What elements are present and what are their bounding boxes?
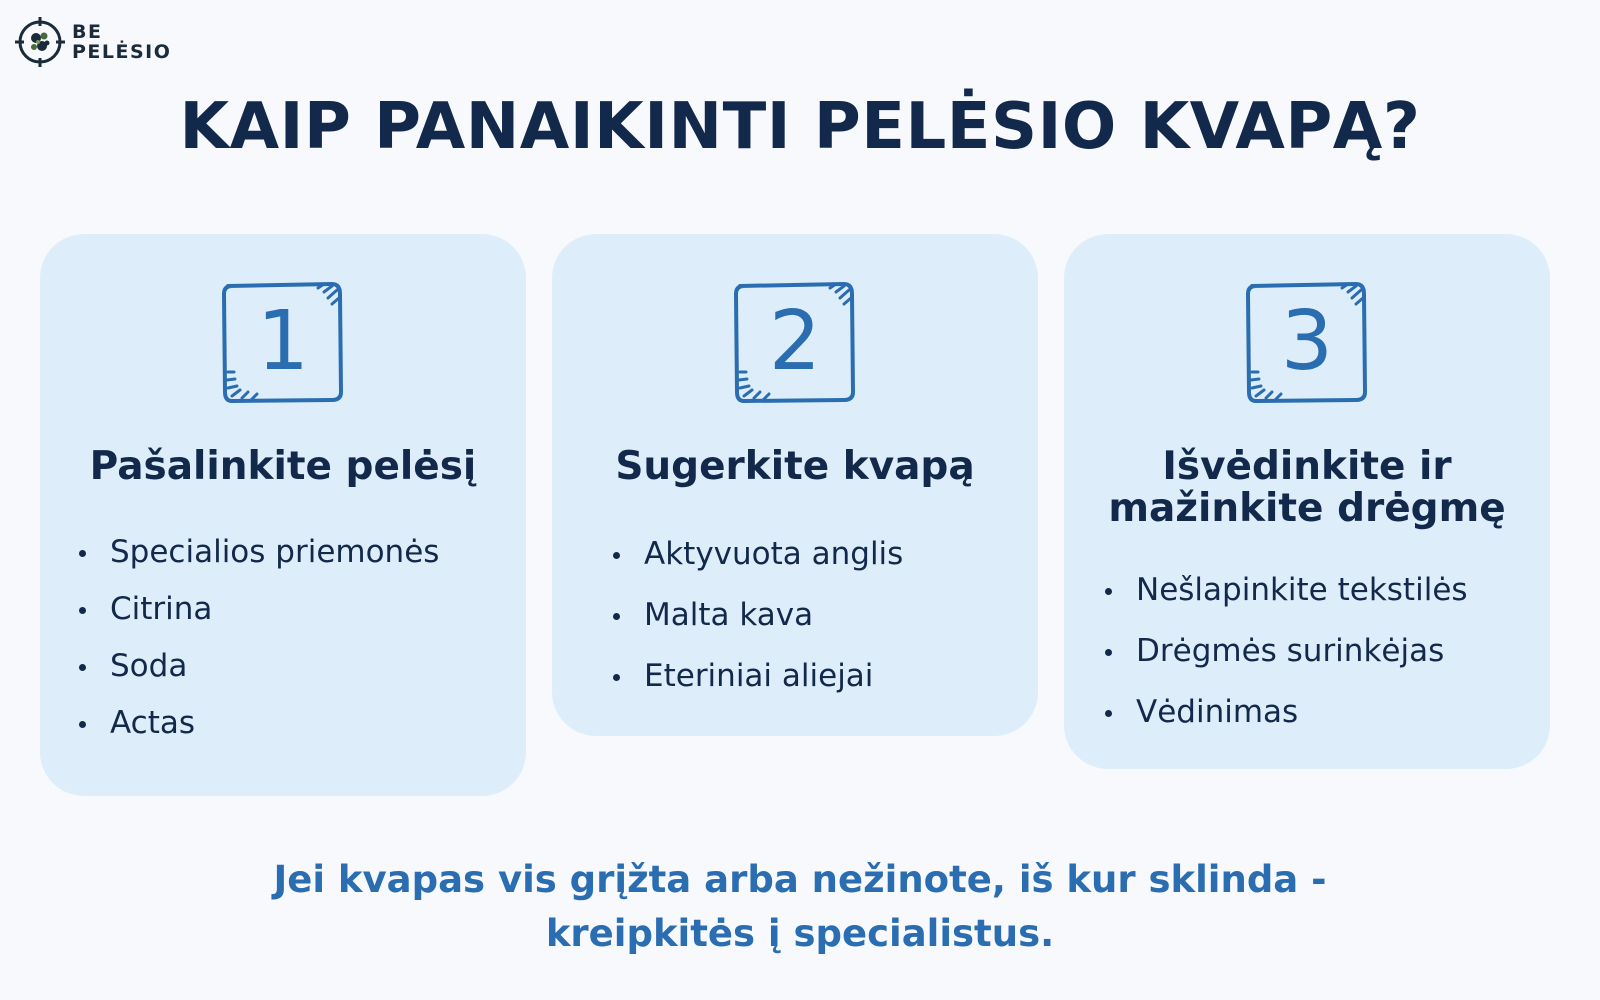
list-item: Vėdinimas bbox=[1102, 682, 1468, 743]
step-number: 1 bbox=[256, 294, 310, 389]
card-title: Išvėdinkite ir mažinkite drėgmę bbox=[1108, 444, 1506, 531]
logo-line-1: BE bbox=[72, 21, 103, 43]
step-number: 2 bbox=[768, 294, 822, 389]
item-list bbox=[610, 524, 903, 707]
item-list bbox=[76, 524, 439, 752]
step-card-1 bbox=[40, 234, 526, 796]
list-item: Soda bbox=[76, 638, 439, 695]
list-item: Actas bbox=[76, 695, 439, 752]
list-item: Nešlapinkite tekstilės bbox=[1102, 560, 1468, 621]
page-title: KAIP PANAIKINTI PELĖSIO KVAPĄ? bbox=[179, 90, 1421, 164]
number-one-icon bbox=[220, 280, 346, 406]
list-item: Citrina bbox=[76, 581, 439, 638]
step-number: 3 bbox=[1280, 294, 1334, 389]
list-item: Eteriniai aliejai bbox=[610, 646, 903, 707]
number-two-icon bbox=[732, 280, 858, 406]
step-card-2 bbox=[552, 234, 1038, 736]
item-list bbox=[1102, 560, 1468, 743]
list-item: Aktyvuota anglis bbox=[610, 524, 903, 585]
list-item: Drėgmės surinkėjas bbox=[1102, 621, 1468, 682]
logo bbox=[14, 16, 171, 68]
list-item: Specialios priemonės bbox=[76, 524, 439, 581]
list-item: Malta kava bbox=[610, 585, 903, 646]
card-title: Sugerkite kvapą bbox=[615, 444, 975, 489]
number-three-icon bbox=[1244, 280, 1370, 406]
step-card-3 bbox=[1064, 234, 1550, 769]
card-title: Pašalinkite pelėsį bbox=[89, 444, 477, 489]
footer-note: Jei kvapas vis grįžta arba nežinote, iš kur sklinda - kreipkitės į specialistus. bbox=[273, 858, 1327, 955]
logo-line-2: PELĖSIO bbox=[72, 41, 172, 63]
mold-crosshair-icon bbox=[14, 16, 66, 68]
